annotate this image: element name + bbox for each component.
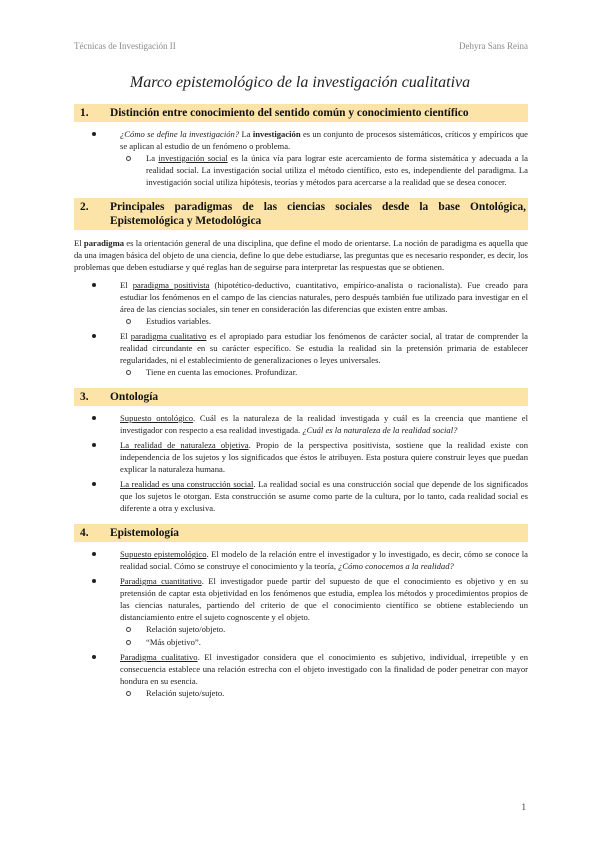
sub-list — [120, 623, 528, 648]
text-span: El — [120, 280, 133, 290]
sub-list-item: “Más objetivo”. — [120, 636, 528, 648]
text-span: . El investigador puede partir del supuesto de que el conocimiento es objetivo y en su pretensión de captar esta objetividad en los fenómenos que estudia, emplea los métodos y procedimientos propios de las ciencias naturales, partiendo del criterio de que el conocimiento científico se obtiene estableciendo un distanciamiento entre el sujeto cognoscente y el objeto. — [120, 576, 528, 622]
text-span: El — [120, 331, 131, 341]
section-2-number: 2. — [80, 201, 89, 213]
text-span: . Propio de la perspectiva positivista, sostiene que la realidad existe con independencia de los sujetos y los significados que éstos le atribuyen. Esta postura quiere construir leyes que puedan explicar la naturaleza humana. — [120, 440, 529, 474]
section-3-heading — [74, 388, 528, 406]
page-number: 1 — [521, 802, 526, 812]
term-supuesto-epistemologico: Supuesto epistemológico — [120, 549, 207, 559]
section-1-number: 1. — [80, 107, 89, 119]
text-span: . Cuál es la naturaleza de la realidad investigada y cuál es la creencia que mantiene el investigador con respecto a esa realidad investigada. — [120, 413, 528, 435]
section-1-list — [74, 128, 528, 188]
sub-list — [120, 152, 528, 188]
section-3-number: 3. — [80, 391, 89, 403]
section-1-heading — [74, 104, 528, 122]
list-item — [74, 548, 528, 572]
text-span: El — [74, 238, 84, 248]
text-span: (hipotético-deductivo, cuantitativo, empírico-analista o racionalista). Fue creado para estudiar los fenómenos en el campo de las ciencias naturales, pero después también fue utilizado para investigar en el área de las ciencias sociales, sin tener en consideración las diferencias que existen entre ambas. — [120, 280, 528, 314]
section-2-heading — [74, 198, 528, 230]
list-item — [74, 128, 528, 188]
text-span: es un conjunto de procesos sistemáticos, críticos y empíricos que se aplican al estudio de un fenómeno o problema. — [120, 129, 528, 151]
section-4-title: Epistemología — [110, 527, 179, 539]
section-2-list — [74, 279, 528, 378]
text-span: La — [146, 153, 159, 163]
text-span: . El investigador considera que el conocimiento es subjetivo, individual, irrepetible y en consecuencia establece una relación estrecha con el objeto investigado con la finalidad de poder penetrar con mayor hondura en su esencia. — [120, 652, 528, 686]
header-author: Dehyra Sans Reina — [459, 41, 528, 51]
paradigm-paragraph — [74, 237, 528, 273]
section-4-number: 4. — [80, 527, 89, 539]
text-span: . El modelo de la relación entre el investigador y lo investigado, es decir, cómo se conoce la realidad social. Cómo se construye el conocimiento y la teoría, — [120, 549, 528, 571]
text-span: es el apropiado para estudiar los fenómenos de carácter social, al tratar de comprender la realidad circundante en su carácter específico. Se estudia la realidad sin la pretensión primaria de establecer regularidades, ni el establecimiento de generalizaciones o leyes universales. — [120, 331, 528, 365]
sub-list-item: Relación sujeto/sujeto. — [120, 687, 528, 699]
term-paradigma: paradigma — [83, 238, 125, 248]
section-3-list — [74, 412, 528, 514]
list-item — [74, 439, 528, 475]
section-4-heading — [74, 524, 528, 542]
section-2-title: Principales paradigmas de las ciencias sociales desde la base Ontológica, Epistemológica y Metodológica — [110, 201, 526, 227]
section-1-title: Distinción entre conocimiento del sentido común y conocimiento científico — [110, 107, 469, 119]
list-item — [74, 651, 528, 699]
list-item — [74, 412, 528, 436]
document-title: Marco epistemológico de la investigación cualitativa — [129, 74, 471, 91]
section-3-title: Ontología — [110, 391, 159, 403]
sub-list — [120, 315, 528, 327]
sub-list — [120, 687, 528, 699]
term-supuesto-ontologico: Supuesto ontológico — [120, 413, 194, 423]
list-item — [74, 330, 528, 378]
document-body — [74, 104, 528, 702]
list-item — [74, 575, 528, 648]
text-span: La — [239, 129, 253, 139]
text-span: es la orientación general de una disciplina, que define el modo de orientarse. La noción de paradigma es aquella que da una imagen básica del objeto de una ciencia, define lo que debe estudiarse, las preguntas que es necesario responder, es decir, los problemas que deben estudiarse y qué reglas han de seguirse para interpretar las respuestas que se obtienen. — [74, 238, 528, 272]
term-investigacion-social: investigación social — [158, 153, 228, 163]
sub-list-item: Relación sujeto/objeto. — [120, 623, 528, 635]
term-construccion-social: La realidad es una construcción social — [120, 479, 254, 489]
term-paradigma-cualitativo: paradigma cualitativo — [130, 331, 207, 341]
section-4-list — [74, 548, 528, 699]
text-span: . La realidad social es una construcción social que depende de los significados que los sujetos le otorgan. Esta construcción se asume como parte de la cultura, por lo tanto, cada realidad social es diferente a otra y exclusiva. — [120, 479, 528, 513]
sub-list-item: Tiene en cuenta las emociones. Profundizar. — [120, 366, 528, 378]
sub-list — [120, 366, 528, 378]
question-text: ¿Cuál es la naturaleza de la realidad social? — [302, 425, 458, 435]
question-text: ¿Cómo conocemos a la realidad? — [338, 561, 454, 571]
term-paradigma-positivista: paradigma positivista — [132, 280, 210, 290]
sub-list-item — [120, 152, 528, 188]
term-realidad-objetiva: La realidad de naturaleza objetiva — [120, 440, 249, 450]
text-span: es la única vía para lograr este acercamiento de forma sistemática y adecuada a la realidad social. La investigación social utiliza el método científico, esto es, independiente del paradigma. La investigación social utiliza hipótesis, teorías y métodos para acercarse a la realidad que se desea conocer. — [146, 153, 528, 187]
sub-list-item: Estudios variables. — [120, 315, 528, 327]
term-investigacion: investigación — [252, 129, 301, 139]
question-text: ¿Cómo se define la investigación? — [120, 129, 240, 139]
term-paradigma-cualitativo: Paradigma cualitativo — [120, 652, 198, 662]
list-item — [74, 279, 528, 327]
list-item — [74, 478, 528, 514]
term-paradigma-cuantitativo: Paradigma cuantitativo — [120, 576, 202, 586]
header-course: Técnicas de Investigación II — [74, 41, 176, 51]
